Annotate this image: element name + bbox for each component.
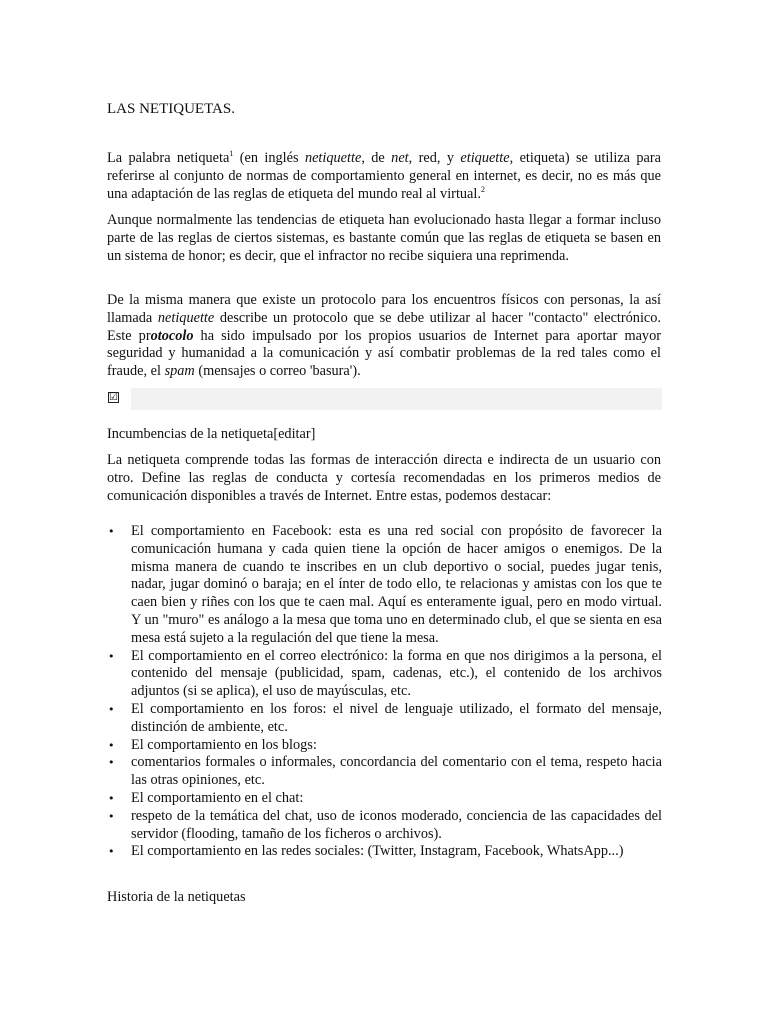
list-item	[107, 737, 662, 755]
list-item	[107, 701, 662, 737]
list-item-text: El comportamiento en el chat:	[131, 789, 304, 806]
section-heading-historia: Historia de la netiquetas	[107, 889, 246, 905]
list-item-text: El comportamiento en Facebook: esta es una red social con propósito de favorecer la comunicación humana y cada quien tiene la opción de hacer amigos o enemigos. De la misma manera de cuando te inscribes en un club deportivo o social, puedes jugar tenis, nadar, jugar dominó o baraja; en el ínter de todo ello, te relacionas y amistas con los que te caen bien y riñes con los que te caen mal. Aquí es enteramente igual, pero en modo virtual. Y un "muro" es análogo a la mesa que toma uno en determinado club, el que se sienta en esa mesa está sujeto a la regulación del que tiene la mesa.	[131, 523, 662, 646]
list-item-text: El comportamiento en los blogs:	[131, 736, 317, 753]
list-item	[107, 808, 662, 844]
list-item	[107, 843, 662, 861]
bullet-dot: •	[108, 845, 115, 859]
text-run: (mensajes o correo 'basura').	[194, 363, 361, 380]
text-run: ha sido impulsado por los propios usuarios de Internet para aportar mayor seguridad y humanidad a la comunicación y así combatir problemas de la red tales como el fraude, el	[107, 327, 661, 380]
text-run: , red, y	[408, 150, 461, 166]
paragraph-honor-system: Aunque normalmente las tendencias de etiqueta han evolucionado hasta llegar a formar incluso parte de las reglas de ciertos sistemas, es bastante común que las reglas de etiqueta se basen en un sistema de honor; es decir, que el infractor no recibe siquiera una reprimenda.	[107, 212, 661, 264]
italic-term: netiquette	[304, 150, 362, 166]
paragraph-protocol	[107, 292, 661, 381]
paragraph-definition	[107, 150, 661, 203]
document-title: LAS NETIQUETAS.	[107, 101, 235, 117]
list-item	[107, 790, 662, 808]
list-item	[107, 523, 662, 648]
italic-term: spam	[164, 363, 195, 380]
checkbox-row	[107, 388, 662, 410]
bullet-dot: •	[108, 738, 115, 752]
text-run: La palabra netiqueta	[107, 150, 230, 166]
list-item-text: El comportamiento en el correo electrónico: la forma en que nos dirigimos a la persona, el contenido del mensaje (publicidad, spam, cadenas, etc.), el contenido de los archivos adjuntos (si se aplica), el uso de mayúsculas, etc.	[131, 647, 662, 700]
italic-term: netiquette	[157, 309, 215, 326]
text-run: (en inglés	[233, 150, 305, 166]
italic-term: etiquette	[460, 150, 510, 166]
list-item-text: El comportamiento en las redes sociales: (Twitter, Instagram, Facebook, WhatsApp...)	[131, 843, 624, 860]
bullet-dot: •	[108, 791, 115, 805]
section-heading-incumbencias: Incumbencias de la netiqueta[editar]	[107, 426, 316, 442]
text-run: De la misma manera que existe un protocolo para los encuentros físicos con personas, la así llamada	[107, 292, 661, 326]
bullet-dot: •	[108, 525, 115, 538]
list-item	[107, 648, 662, 701]
list-item-text: respeto de la temática del chat, uso de iconos moderado, conciencia de las capacidades del servidor (flooding, tamaño de los ficheros o archivos).	[131, 807, 662, 842]
list-item-text: comentarios formales o informales, concordancia del comentario con el tema, respeto hacia las otras opiniones, etc.	[131, 754, 662, 789]
text-run: describe un protocolo que se debe utilizar al hacer "contacto" electrónico. Este pr	[107, 309, 662, 344]
list-item-text: El comportamiento en los foros: el nivel de lenguaje utilizado, el formato del mensaje, distinción de ambiente, etc.	[131, 700, 662, 735]
shaded-field	[131, 388, 662, 410]
italic-term: net	[391, 150, 409, 166]
bullet-dot: •	[108, 809, 115, 823]
footnote-ref-1: 1	[229, 149, 234, 158]
bullet-dot: •	[108, 649, 115, 663]
bullet-dot: •	[108, 702, 115, 716]
text-run: , etiqueta) se utiliza para referirse al conjunto de normas de comportamiento general en internet, es decir, no es más que una adaptación de las reglas de etiqueta del mundo real al virtual.	[107, 150, 662, 202]
footnote-ref-2: 2	[480, 184, 485, 194]
text-run: , de	[361, 150, 392, 166]
bullet-list	[107, 523, 662, 861]
bold-italic-term: otocolo	[150, 327, 194, 344]
checkbox[interactable]: ☑	[109, 392, 118, 403]
list-item	[107, 754, 662, 790]
paragraph-scope: La netiqueta comprende todas las formas de interacción directa e indirecta de un usuario con otro. Define las reglas de conducta y cortesía recomendadas en los primeros medios de comunicación disponibles a través de Internet. Entre estas, podemos destacar:	[107, 452, 661, 504]
bullet-dot: •	[108, 756, 115, 770]
